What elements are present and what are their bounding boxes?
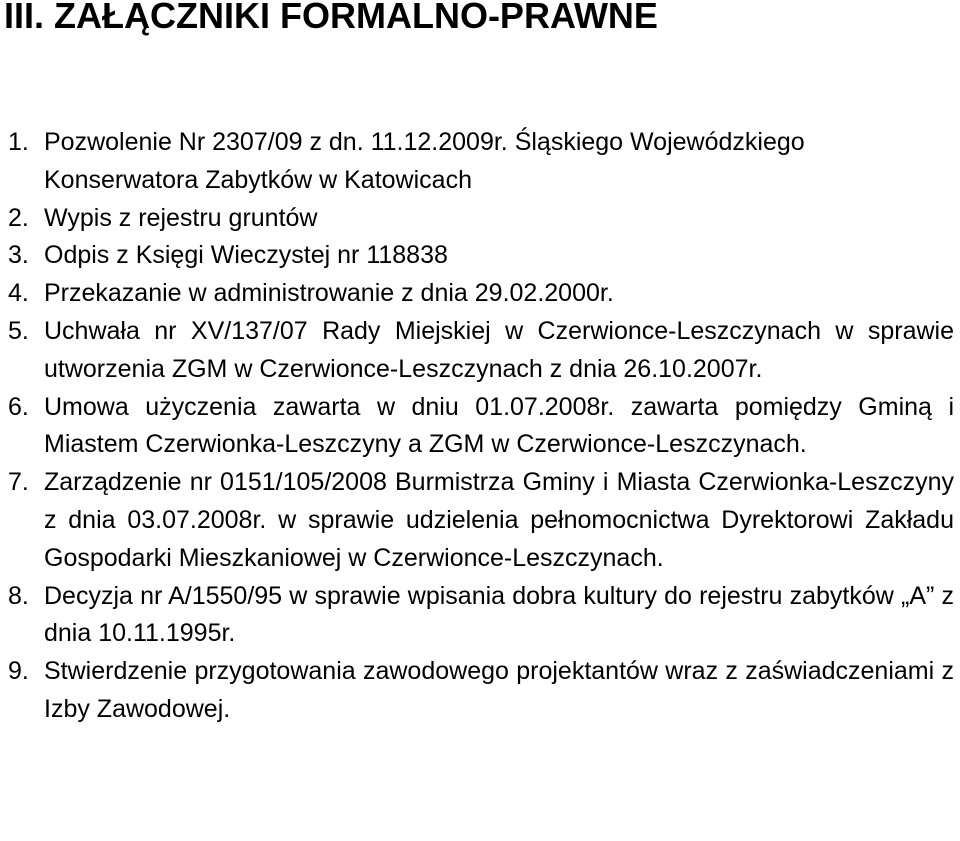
item-number: 1.: [8, 128, 29, 156]
item-text: Decyzja nr A/1550/95 w sprawie wpisania dobra kultury do rejestru zabytków „A” z dnia 10.11.1995r.: [44, 581, 954, 648]
item-text: Odpis z Księgi Wieczystej nr 118838: [44, 241, 448, 270]
item-text: Uchwała nr XV/137/07 Rady Miejskiej w Czerwionce-Leszczynach w sprawie utworzenia ZGM w Czerwionce-Leszczynach z dnia 26.10.2007r.: [44, 316, 954, 383]
item-text: Wypis z rejestru gruntów: [44, 203, 318, 232]
list-item: [0, 389, 954, 465]
item-text: Pozwolenie Nr 2307/09 z dn. 11.12.2009r. Śląskiego Wojewódzkiego Konserwatora Zabytków w Katowicach: [44, 128, 805, 194]
item-text: Przekazanie w administrowanie z dnia 29.02.2000r.: [44, 279, 614, 308]
attachments-list: [0, 124, 954, 729]
item-text: Umowa użyczenia zawarta w dniu 01.07.2008r. zawarta pomiędzy Gminą i Miastem Czerwionka-Leszczyny a ZGM w Czerwionce-Leszczynach.: [44, 392, 954, 459]
list-item: [0, 313, 954, 389]
item-number: 3.: [8, 241, 29, 270]
item-number: 6.: [8, 392, 29, 421]
list-item: [0, 578, 954, 654]
list-item: [0, 653, 954, 729]
item-number: 5.: [8, 316, 29, 345]
item-text: Zarządzenie nr 0151/105/2008 Burmistrza Gminy i Miasta Czerwionka-Leszczyny z dnia 03.07.2008r. w sprawie udzielenia pełnomocnictwa Dyrektorowi Zakładu Gospodarki Mieszkaniowej w Czerwionce-Leszczynach.: [44, 468, 954, 572]
item-number: 4.: [8, 279, 29, 308]
list-item: [0, 464, 954, 577]
list-item: [0, 124, 954, 200]
section-heading: III. ZAŁĄCZNIKI FORMALNO-PRAWNE: [4, 0, 658, 36]
item-text: Stwierdzenie przygotowania zawodowego projektantów wraz z zaświadczeniami z Izby Zawodowej.: [44, 657, 954, 723]
list-item: [0, 200, 954, 238]
list-item: [0, 275, 954, 313]
item-number: 9.: [8, 657, 29, 686]
item-number: 7.: [8, 468, 29, 497]
item-number: 8.: [8, 581, 29, 610]
item-number: 2.: [8, 203, 29, 232]
list-item: [0, 237, 954, 275]
